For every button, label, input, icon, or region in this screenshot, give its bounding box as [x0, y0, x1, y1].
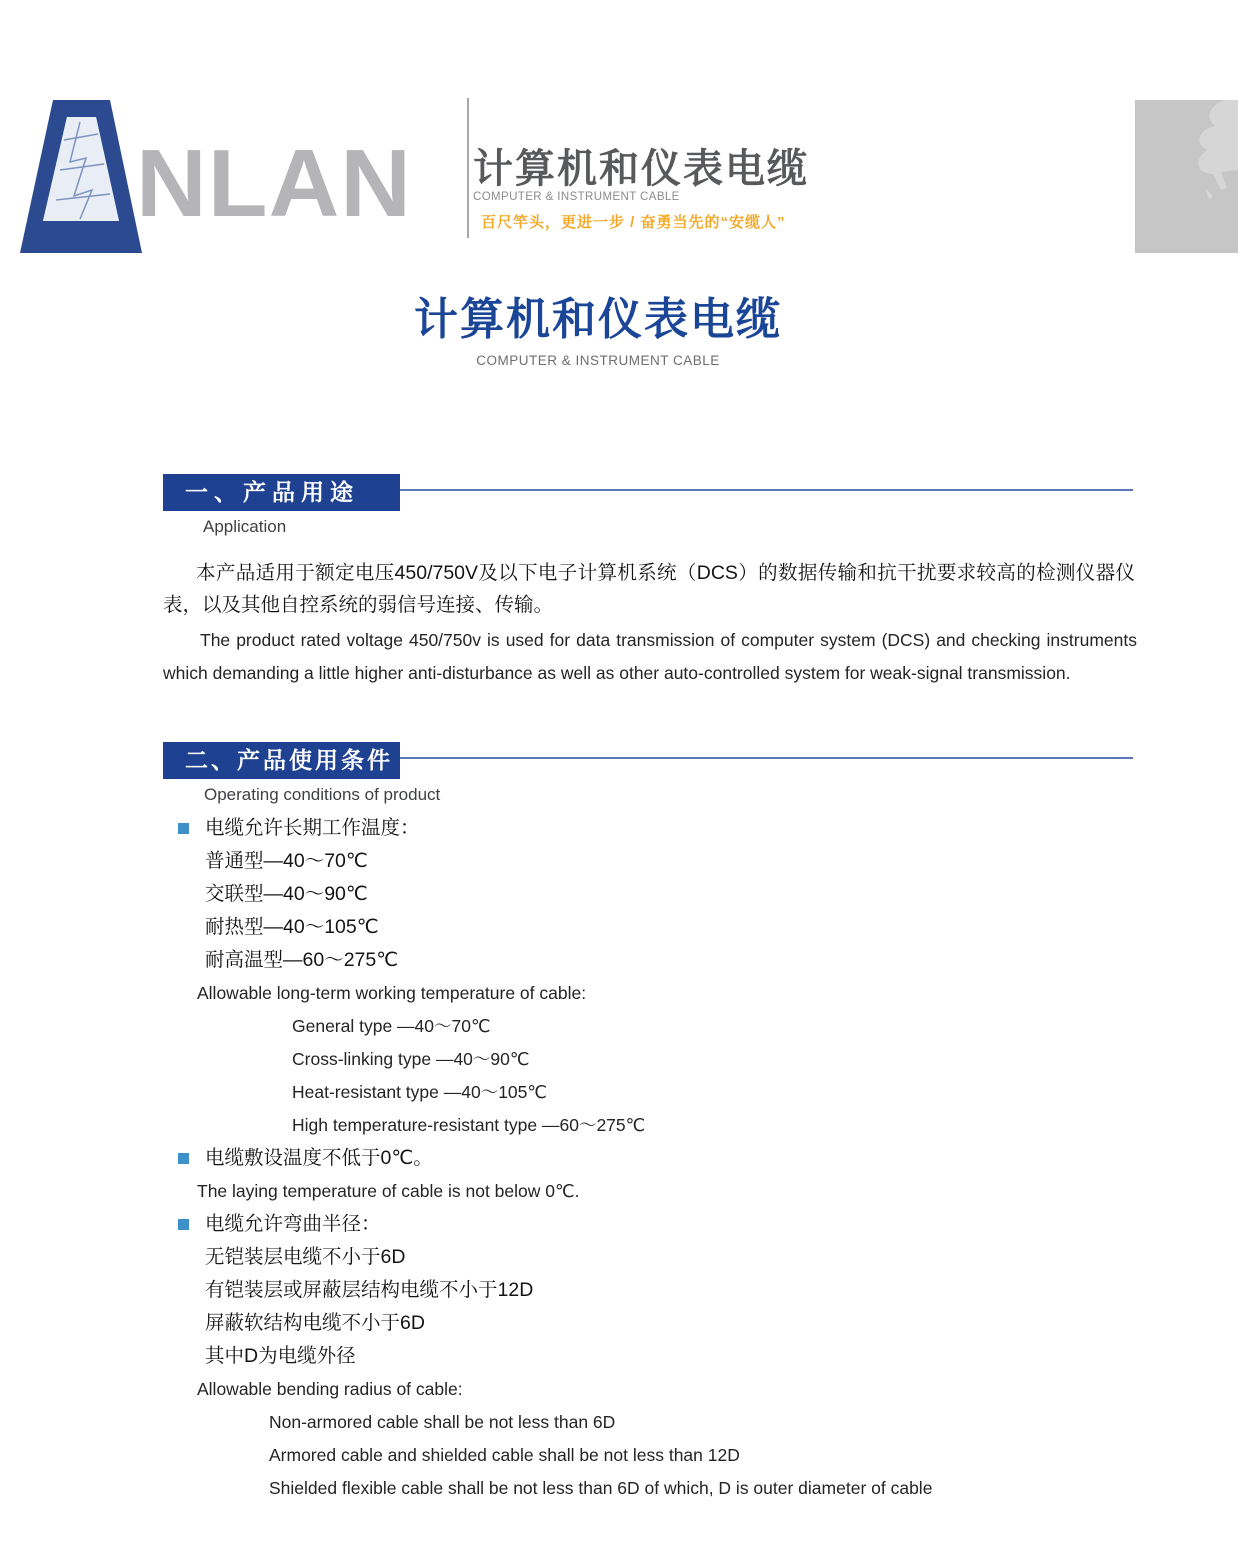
- list-item: 耐热型—40～105℃: [205, 916, 379, 938]
- list-item: 电缆允许长期工作温度：: [163, 812, 1138, 845]
- operating-conditions-list: [163, 812, 1138, 1505]
- bullet-square-icon: [178, 1219, 189, 1230]
- section1-paragraph-en: The product rated voltage 450/750v is used for data transmission of computer system (DCS) and checking instruments which demanding a little higher anti-disturbance as well as other auto-controlled system for weak-signal transmission.: [163, 630, 1137, 683]
- page-title: 计算机和仪表电缆: [414, 295, 782, 344]
- list-item: 屏蔽软结构电缆不小于6D: [205, 1312, 425, 1334]
- list-item: Cross-linking type —40～90℃: [292, 1049, 530, 1069]
- list-item: Heat-resistant type —40～105℃: [292, 1082, 548, 1102]
- section2-rule: [400, 757, 1133, 759]
- section1-heading: [163, 474, 1133, 511]
- logo-text: NLAN: [136, 130, 413, 237]
- list-item: 无铠装层电缆不小于6D: [205, 1246, 406, 1268]
- leaf-photo-icon: [1135, 100, 1238, 253]
- section2-subheading: Operating conditions of product: [204, 785, 441, 804]
- header-divider: [467, 98, 469, 238]
- list-item: Shielded flexible cable shall be not less than 6D of which, D is outer diameter of cable: [269, 1478, 933, 1498]
- list-item: 普通型—40～70℃: [205, 850, 368, 872]
- list-item: General type —40～70℃: [292, 1016, 491, 1036]
- list-item: 其中D为电缆外径: [205, 1345, 356, 1367]
- list-item: The laying temperature of cable is not below 0℃.: [197, 1181, 580, 1201]
- bullet-square-icon: [178, 1153, 189, 1164]
- header-photo: [1135, 100, 1238, 253]
- list-item: Allowable long-term working temperature of cable:: [197, 983, 587, 1003]
- section2-heading-box: 二、产品使用条件: [163, 742, 400, 779]
- section1-heading-box: 一、产品用途: [163, 474, 400, 511]
- section1-subheading: Application: [203, 517, 287, 536]
- page-subtitle: COMPUTER & INSTRUMENT CABLE: [476, 353, 720, 368]
- section2-heading: [163, 742, 1133, 779]
- list-item: 交联型—40～90℃: [205, 883, 368, 905]
- section1-paragraph-cn: 本产品适用于额定电压450/750V及以下电子计算机系统（DCS）的数据传输和抗干扰要求较高的检测仪器仪表，以及其他自控系统的弱信号连接、传输。: [163, 562, 1135, 616]
- anlan-logo-a-icon: [20, 100, 142, 253]
- header-tagline: 百尺竿头，更进一步 / 奋勇当先的“安缆人”: [481, 214, 786, 231]
- list-item: 有铠装层或屏蔽层结构电缆不小于12D: [205, 1279, 534, 1301]
- section1-rule: [400, 489, 1133, 491]
- header-product-title-cn: 计算机和仪表电缆: [473, 147, 809, 191]
- header-product-title-en: COMPUTER & INSTRUMENT CABLE: [473, 191, 680, 203]
- list-item: High temperature-resistant type —60～275℃: [292, 1115, 646, 1135]
- bullet-square-icon: [178, 823, 189, 834]
- list-item: 耐高温型—60～275℃: [205, 949, 399, 971]
- list-item: Allowable bending radius of cable:: [197, 1379, 463, 1399]
- page-title-block: [0, 296, 1196, 368]
- list-item: 电缆敷设温度不低于0℃。: [163, 1142, 1138, 1175]
- list-item: 电缆允许弯曲半径：: [163, 1208, 1138, 1241]
- list-item: Non-armored cable shall be not less than 6D: [269, 1412, 616, 1432]
- list-item: Armored cable and shielded cable shall be not less than 12D: [269, 1445, 740, 1465]
